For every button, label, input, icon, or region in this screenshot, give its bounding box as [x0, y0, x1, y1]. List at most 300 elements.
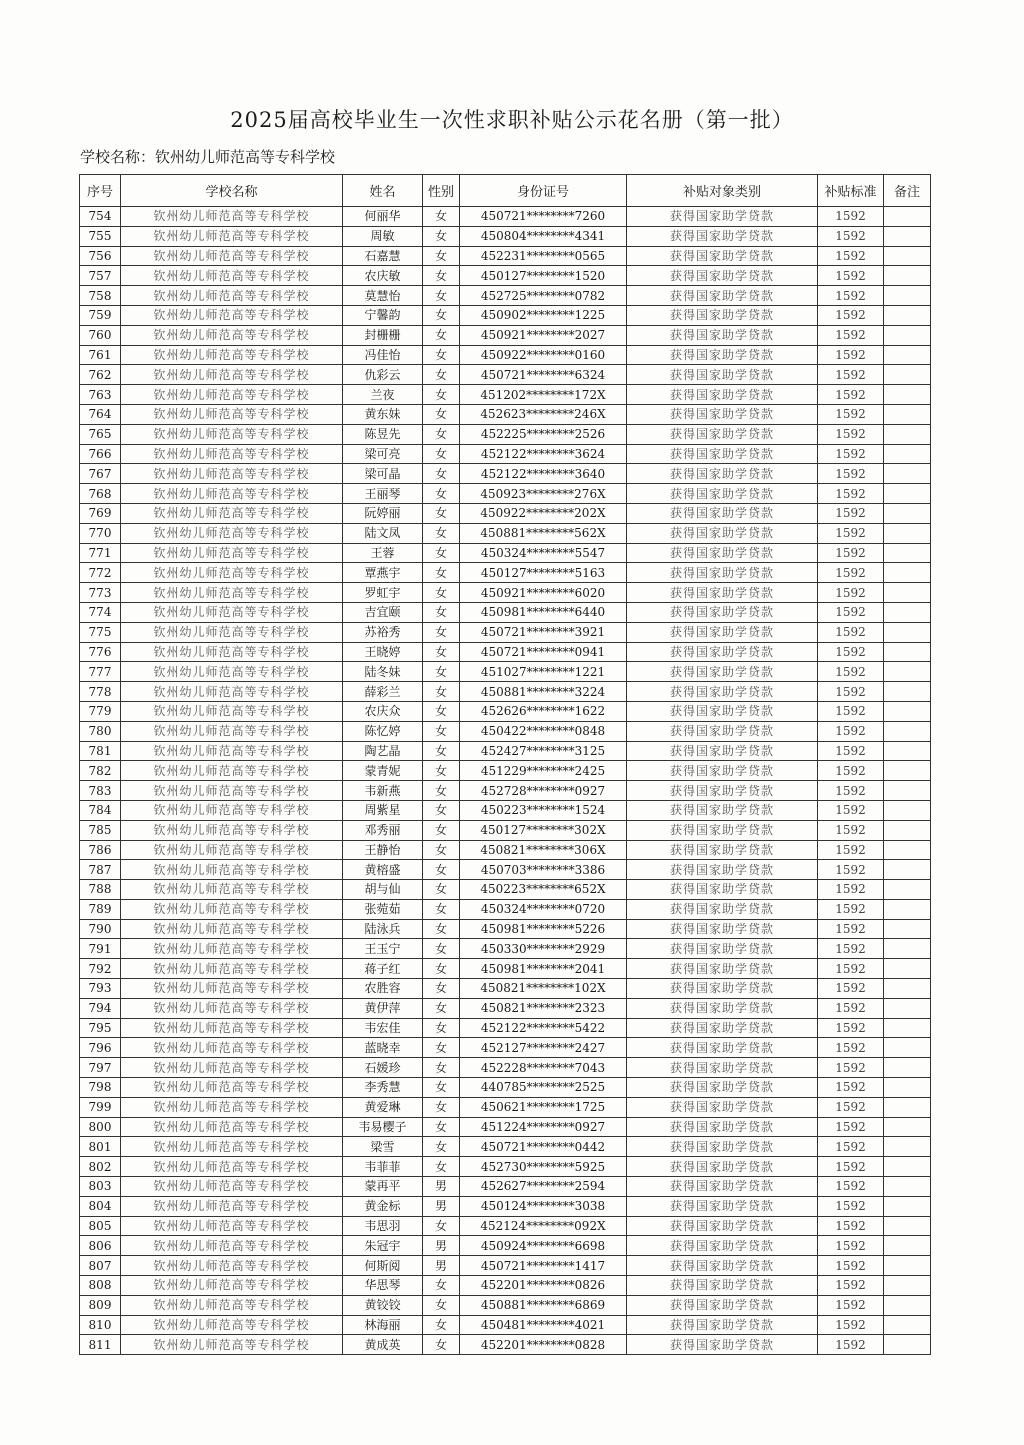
gender-cell: 男 [423, 1236, 460, 1256]
gender-cell: 女 [423, 761, 460, 781]
id-number-cell: 450422********0848 [460, 721, 627, 741]
remarks-cell [884, 919, 931, 939]
table-row [80, 444, 931, 464]
remarks-cell [884, 207, 931, 227]
table-row [80, 1295, 931, 1315]
school-cell: 钦州幼儿师范高等专科学校 [121, 1216, 343, 1236]
table-row [80, 1018, 931, 1038]
id-number-cell: 450127********5163 [460, 563, 627, 583]
gender-cell: 女 [423, 959, 460, 979]
subsidy-category-cell: 获得国家助学贷款 [627, 464, 818, 484]
gender-cell: 女 [423, 1058, 460, 1078]
school-cell: 钦州幼儿师范高等专科学校 [121, 583, 343, 603]
serial-cell: 759 [80, 305, 121, 325]
subsidy-category-cell: 获得国家助学贷款 [627, 1236, 818, 1256]
serial-cell: 811 [80, 1335, 121, 1355]
remarks-cell [884, 880, 931, 900]
table-row [80, 1117, 931, 1137]
name-cell: 王玉宁 [343, 939, 423, 959]
school-cell: 钦州幼儿师范高等专科学校 [121, 721, 343, 741]
serial-cell: 776 [80, 642, 121, 662]
id-number-cell: 450324********0720 [460, 899, 627, 919]
name-cell: 蓝晓幸 [343, 1038, 423, 1058]
serial-cell: 778 [80, 682, 121, 702]
subsidy-category-cell: 获得国家助学贷款 [627, 583, 818, 603]
id-number-cell: 450902********1225 [460, 305, 627, 325]
subsidy-amount-cell: 1592 [818, 800, 884, 820]
serial-cell: 771 [80, 543, 121, 563]
name-cell: 黄东妹 [343, 404, 423, 424]
subsidy-category-cell: 获得国家助学贷款 [627, 622, 818, 642]
id-number-cell: 452627********2594 [460, 1177, 627, 1197]
school-cell: 钦州幼儿师范高等专科学校 [121, 998, 343, 1018]
serial-cell: 810 [80, 1315, 121, 1335]
subsidy-category-cell: 获得国家助学贷款 [627, 503, 818, 523]
subsidy-amount-cell: 1592 [818, 325, 884, 345]
id-number-cell: 452127********2427 [460, 1038, 627, 1058]
table-row [80, 642, 931, 662]
name-cell: 王丽琴 [343, 484, 423, 504]
subsidy-category-cell: 获得国家助学贷款 [627, 761, 818, 781]
subsidy-amount-cell: 1592 [818, 1236, 884, 1256]
subsidy-category-cell: 获得国家助学贷款 [627, 345, 818, 365]
name-cell: 周敏 [343, 226, 423, 246]
school-cell: 钦州幼儿师范高等专科学校 [121, 979, 343, 999]
subsidy-amount-cell: 1592 [818, 602, 884, 622]
gender-cell: 女 [423, 899, 460, 919]
subsidy-amount-cell: 1592 [818, 1117, 884, 1137]
gender-cell: 男 [423, 1177, 460, 1197]
name-cell: 周紫星 [343, 800, 423, 820]
remarks-cell [884, 464, 931, 484]
remarks-cell [884, 1058, 931, 1078]
gender-cell: 女 [423, 682, 460, 702]
school-cell: 钦州幼儿师范高等专科学校 [121, 860, 343, 880]
serial-cell: 782 [80, 761, 121, 781]
school-cell: 钦州幼儿师范高等专科学校 [121, 1177, 343, 1197]
name-cell: 农胜容 [343, 979, 423, 999]
name-cell: 吉宜颐 [343, 602, 423, 622]
subsidy-amount-cell: 1592 [818, 899, 884, 919]
subsidy-amount-cell: 1592 [818, 959, 884, 979]
school-name-label: 学校名称：钦州幼儿师范高等专科学校 [80, 148, 336, 166]
serial-cell: 784 [80, 800, 121, 820]
remarks-cell [884, 721, 931, 741]
table-row [80, 840, 931, 860]
subsidy-category-cell: 获得国家助学贷款 [627, 662, 818, 682]
school-cell: 钦州幼儿师范高等专科学校 [121, 1137, 343, 1157]
school-cell: 钦州幼儿师范高等专科学校 [121, 800, 343, 820]
gender-cell: 女 [423, 424, 460, 444]
subsidy-category-cell: 获得国家助学贷款 [627, 385, 818, 405]
school-cell: 钦州幼儿师范高等专科学校 [121, 701, 343, 721]
subsidy-amount-cell: 1592 [818, 1078, 884, 1098]
id-number-cell: 450721********3921 [460, 622, 627, 642]
school-cell: 钦州幼儿师范高等专科学校 [121, 1078, 343, 1098]
subsidy-amount-cell: 1592 [818, 1256, 884, 1276]
serial-cell: 772 [80, 563, 121, 583]
remarks-cell [884, 979, 931, 999]
serial-cell: 787 [80, 860, 121, 880]
subsidy-category-cell: 获得国家助学贷款 [627, 959, 818, 979]
name-cell: 胡与仙 [343, 880, 423, 900]
id-number-cell: 450981********6440 [460, 602, 627, 622]
table-row [80, 998, 931, 1018]
gender-cell: 女 [423, 721, 460, 741]
name-cell: 蒙再平 [343, 1177, 423, 1197]
subsidy-amount-cell: 1592 [818, 444, 884, 464]
id-number-cell: 450922********0160 [460, 345, 627, 365]
table-row [80, 1157, 931, 1177]
name-cell: 何丽华 [343, 207, 423, 227]
serial-cell: 760 [80, 325, 121, 345]
table-row [80, 266, 931, 286]
subsidy-amount-cell: 1592 [818, 345, 884, 365]
serial-cell: 767 [80, 464, 121, 484]
school-cell: 钦州幼儿师范高等专科学校 [121, 385, 343, 405]
serial-cell: 775 [80, 622, 121, 642]
serial-cell: 780 [80, 721, 121, 741]
subsidy-category-cell: 获得国家助学贷款 [627, 563, 818, 583]
id-number-cell: 452122********3624 [460, 444, 627, 464]
gender-cell: 女 [423, 1295, 460, 1315]
table-row [80, 484, 931, 504]
serial-cell: 788 [80, 880, 121, 900]
school-cell: 钦州幼儿师范高等专科学校 [121, 662, 343, 682]
table-row [80, 820, 931, 840]
table-row [80, 1137, 931, 1157]
subsidy-amount-cell: 1592 [818, 365, 884, 385]
subsidy-amount-cell: 1592 [818, 404, 884, 424]
subsidy-amount-cell: 1592 [818, 226, 884, 246]
subsidy-category-cell: 获得国家助学贷款 [627, 286, 818, 306]
serial-cell: 792 [80, 959, 121, 979]
table-row [80, 682, 931, 702]
table-row [80, 800, 931, 820]
gender-cell: 女 [423, 1018, 460, 1038]
school-cell: 钦州幼儿师范高等专科学校 [121, 682, 343, 702]
subsidy-amount-cell: 1592 [818, 860, 884, 880]
serial-cell: 805 [80, 1216, 121, 1236]
id-number-cell: 450127********302X [460, 820, 627, 840]
subsidy-category-cell: 获得国家助学贷款 [627, 840, 818, 860]
name-cell: 韦新燕 [343, 781, 423, 801]
name-cell: 黄金标 [343, 1196, 423, 1216]
id-number-cell: 450721********0442 [460, 1137, 627, 1157]
school-cell: 钦州幼儿师范高等专科学校 [121, 622, 343, 642]
document-title: 2025届高校毕业生一次性求职补贴公示花名册（第一批） [230, 108, 794, 132]
remarks-cell [884, 800, 931, 820]
subsidy-category-cell: 获得国家助学贷款 [627, 721, 818, 741]
school-cell: 钦州幼儿师范高等专科学校 [121, 226, 343, 246]
remarks-cell [884, 1177, 931, 1197]
table-row [80, 939, 931, 959]
gender-cell: 女 [423, 622, 460, 642]
gender-cell: 女 [423, 305, 460, 325]
table-row [80, 385, 931, 405]
name-cell: 农庆敏 [343, 266, 423, 286]
subsidy-amount-cell: 1592 [818, 1137, 884, 1157]
remarks-cell [884, 444, 931, 464]
serial-cell: 809 [80, 1295, 121, 1315]
serial-cell: 797 [80, 1058, 121, 1078]
gender-cell: 男 [423, 1256, 460, 1276]
subsidy-amount-cell: 1592 [818, 424, 884, 444]
id-number-cell: 450821********102X [460, 979, 627, 999]
id-number-cell: 452225********2526 [460, 424, 627, 444]
subsidy-amount-cell: 1592 [818, 662, 884, 682]
subsidy-category-cell: 获得国家助学贷款 [627, 1157, 818, 1177]
school-cell: 钦州幼儿师范高等专科学校 [121, 1018, 343, 1038]
school-cell: 钦州幼儿师范高等专科学校 [121, 642, 343, 662]
school-cell: 钦州幼儿师范高等专科学校 [121, 820, 343, 840]
gender-cell: 女 [423, 246, 460, 266]
subsidy-amount-cell: 1592 [818, 1276, 884, 1296]
name-cell: 黄铰铰 [343, 1295, 423, 1315]
remarks-cell [884, 484, 931, 504]
school-cell: 钦州幼儿师范高等专科学校 [121, 1058, 343, 1078]
table-row [80, 464, 931, 484]
remarks-cell [884, 1018, 931, 1038]
serial-cell: 773 [80, 583, 121, 603]
school-cell: 钦州幼儿师范高等专科学校 [121, 939, 343, 959]
school-cell: 钦州幼儿师范高等专科学校 [121, 365, 343, 385]
subsidy-category-cell: 获得国家助学贷款 [627, 741, 818, 761]
remarks-cell [884, 1137, 931, 1157]
subsidy-amount-cell: 1592 [818, 207, 884, 227]
table-row [80, 1256, 931, 1276]
subsidy-amount-cell: 1592 [818, 484, 884, 504]
serial-cell: 783 [80, 781, 121, 801]
subsidy-category-cell: 获得国家助学贷款 [627, 1018, 818, 1038]
subsidy-category-cell: 获得国家助学贷款 [627, 800, 818, 820]
subsidy-amount-cell: 1592 [818, 939, 884, 959]
subsidy-amount-cell: 1592 [818, 1018, 884, 1038]
name-cell: 黄榕盛 [343, 860, 423, 880]
remarks-cell [884, 1256, 931, 1276]
subsidy-amount-cell: 1592 [818, 286, 884, 306]
gender-cell: 女 [423, 523, 460, 543]
subsidy-amount-cell: 1592 [818, 246, 884, 266]
table-row [80, 523, 931, 543]
serial-cell: 754 [80, 207, 121, 227]
subsidy-category-cell: 获得国家助学贷款 [627, 820, 818, 840]
subsidy-category-cell: 获得国家助学贷款 [627, 919, 818, 939]
name-cell: 梁雪 [343, 1137, 423, 1157]
subsidy-category-cell: 获得国家助学贷款 [627, 682, 818, 702]
header-id-number: 身份证号 [460, 175, 627, 207]
serial-cell: 785 [80, 820, 121, 840]
table-row [80, 1177, 931, 1197]
serial-cell: 779 [80, 701, 121, 721]
gender-cell: 女 [423, 1137, 460, 1157]
id-number-cell: 450481********4021 [460, 1315, 627, 1335]
subsidy-amount-cell: 1592 [818, 385, 884, 405]
id-number-cell: 450821********2323 [460, 998, 627, 1018]
name-cell: 韦思羽 [343, 1216, 423, 1236]
serial-cell: 791 [80, 939, 121, 959]
subsidy-amount-cell: 1592 [818, 523, 884, 543]
table-row [80, 1216, 931, 1236]
id-number-cell: 451027********1221 [460, 662, 627, 682]
table-row [80, 583, 931, 603]
name-cell: 阮婷丽 [343, 503, 423, 523]
school-cell: 钦州幼儿师范高等专科学校 [121, 1097, 343, 1117]
id-number-cell: 452201********0826 [460, 1276, 627, 1296]
remarks-cell [884, 1276, 931, 1296]
header-remarks: 备注 [884, 175, 931, 207]
serial-cell: 806 [80, 1236, 121, 1256]
name-cell: 韦易樱子 [343, 1117, 423, 1137]
subsidy-category-cell: 获得国家助学贷款 [627, 880, 818, 900]
id-number-cell: 450924********6698 [460, 1236, 627, 1256]
serial-cell: 794 [80, 998, 121, 1018]
subsidy-amount-cell: 1592 [818, 998, 884, 1018]
name-cell: 梁可晶 [343, 464, 423, 484]
remarks-cell [884, 226, 931, 246]
subsidy-amount-cell: 1592 [818, 820, 884, 840]
gender-cell: 女 [423, 1117, 460, 1137]
gender-cell: 女 [423, 998, 460, 1018]
table-row [80, 1335, 931, 1355]
id-number-cell: 451229********2425 [460, 761, 627, 781]
serial-cell: 795 [80, 1018, 121, 1038]
serial-cell: 781 [80, 741, 121, 761]
subsidy-amount-cell: 1592 [818, 622, 884, 642]
id-number-cell: 450127********1520 [460, 266, 627, 286]
gender-cell: 女 [423, 503, 460, 523]
serial-cell: 789 [80, 899, 121, 919]
subsidy-category-cell: 获得国家助学贷款 [627, 207, 818, 227]
name-cell: 张菀茹 [343, 899, 423, 919]
remarks-cell [884, 385, 931, 405]
subsidy-category-cell: 获得国家助学贷款 [627, 226, 818, 246]
school-cell: 钦州幼儿师范高等专科学校 [121, 1276, 343, 1296]
subsidy-amount-cell: 1592 [818, 543, 884, 563]
gender-cell: 女 [423, 1157, 460, 1177]
serial-cell: 796 [80, 1038, 121, 1058]
id-number-cell: 450981********2041 [460, 959, 627, 979]
subsidy-amount-cell: 1592 [818, 503, 884, 523]
subsidy-amount-cell: 1592 [818, 1038, 884, 1058]
name-cell: 黄爱琳 [343, 1097, 423, 1117]
id-number-cell: 450721********1417 [460, 1256, 627, 1276]
id-number-cell: 450804********4341 [460, 226, 627, 246]
id-number-cell: 452201********0828 [460, 1335, 627, 1355]
gender-cell: 女 [423, 701, 460, 721]
name-cell: 李秀慧 [343, 1078, 423, 1098]
header-name: 姓名 [343, 175, 423, 207]
table-row [80, 226, 931, 246]
table-row [80, 286, 931, 306]
remarks-cell [884, 1216, 931, 1236]
subsidy-amount-cell: 1592 [818, 1097, 884, 1117]
school-cell: 钦州幼儿师范高等专科学校 [121, 1335, 343, 1355]
remarks-cell [884, 345, 931, 365]
table-row [80, 761, 931, 781]
serial-cell: 761 [80, 345, 121, 365]
gender-cell: 女 [423, 1216, 460, 1236]
serial-cell: 766 [80, 444, 121, 464]
subsidy-amount-cell: 1592 [818, 979, 884, 999]
table-row [80, 503, 931, 523]
serial-cell: 793 [80, 979, 121, 999]
remarks-cell [884, 899, 931, 919]
header-school: 学校名称 [121, 175, 343, 207]
remarks-cell [884, 543, 931, 563]
remarks-cell [884, 424, 931, 444]
subsidy-category-cell: 获得国家助学贷款 [627, 1177, 818, 1197]
remarks-cell [884, 1078, 931, 1098]
school-cell: 钦州幼儿师范高等专科学校 [121, 761, 343, 781]
remarks-cell [884, 820, 931, 840]
gender-cell: 女 [423, 1078, 460, 1098]
subsidy-category-cell: 获得国家助学贷款 [627, 325, 818, 345]
table-row [80, 345, 931, 365]
subsidy-amount-cell: 1592 [818, 305, 884, 325]
subsidy-amount-cell: 1592 [818, 1335, 884, 1355]
remarks-cell [884, 286, 931, 306]
remarks-cell [884, 1157, 931, 1177]
subsidy-category-cell: 获得国家助学贷款 [627, 602, 818, 622]
table-row [80, 404, 931, 424]
subsidy-category-cell: 获得国家助学贷款 [627, 404, 818, 424]
remarks-cell [884, 1038, 931, 1058]
school-cell: 钦州幼儿师范高等专科学校 [121, 305, 343, 325]
subsidy-amount-cell: 1592 [818, 721, 884, 741]
gender-cell: 女 [423, 583, 460, 603]
remarks-cell [884, 365, 931, 385]
table-row [80, 543, 931, 563]
name-cell: 朱冠宇 [343, 1236, 423, 1256]
subsidy-amount-cell: 1592 [818, 266, 884, 286]
serial-cell: 807 [80, 1256, 121, 1276]
serial-cell: 790 [80, 919, 121, 939]
subsidy-amount-cell: 1592 [818, 1315, 884, 1335]
gender-cell: 女 [423, 1097, 460, 1117]
id-number-cell: 452228********7043 [460, 1058, 627, 1078]
name-cell: 薛彩兰 [343, 682, 423, 702]
name-cell: 陆泳兵 [343, 919, 423, 939]
remarks-cell [884, 1335, 931, 1355]
school-cell: 钦州幼儿师范高等专科学校 [121, 1117, 343, 1137]
remarks-cell [884, 583, 931, 603]
subsidy-amount-cell: 1592 [818, 880, 884, 900]
remarks-cell [884, 1315, 931, 1335]
subsidy-category-cell: 获得国家助学贷款 [627, 365, 818, 385]
name-cell: 罗虹宇 [343, 583, 423, 603]
subsidy-amount-cell: 1592 [818, 583, 884, 603]
gender-cell: 女 [423, 226, 460, 246]
gender-cell: 女 [423, 444, 460, 464]
name-cell: 封栅栅 [343, 325, 423, 345]
serial-cell: 801 [80, 1137, 121, 1157]
subsidy-category-cell: 获得国家助学贷款 [627, 523, 818, 543]
school-cell: 钦州幼儿师范高等专科学校 [121, 325, 343, 345]
name-cell: 王晓婷 [343, 642, 423, 662]
id-number-cell: 450223********652X [460, 880, 627, 900]
name-cell: 林海丽 [343, 1315, 423, 1335]
school-cell: 钦州幼儿师范高等专科学校 [121, 1315, 343, 1335]
school-cell: 钦州幼儿师范高等专科学校 [121, 1196, 343, 1216]
gender-cell: 女 [423, 543, 460, 563]
gender-cell: 女 [423, 325, 460, 345]
name-cell: 韦菲菲 [343, 1157, 423, 1177]
serial-cell: 770 [80, 523, 121, 543]
id-number-cell: 452725********0782 [460, 286, 627, 306]
serial-cell: 800 [80, 1117, 121, 1137]
school-cell: 钦州幼儿师范高等专科学校 [121, 523, 343, 543]
